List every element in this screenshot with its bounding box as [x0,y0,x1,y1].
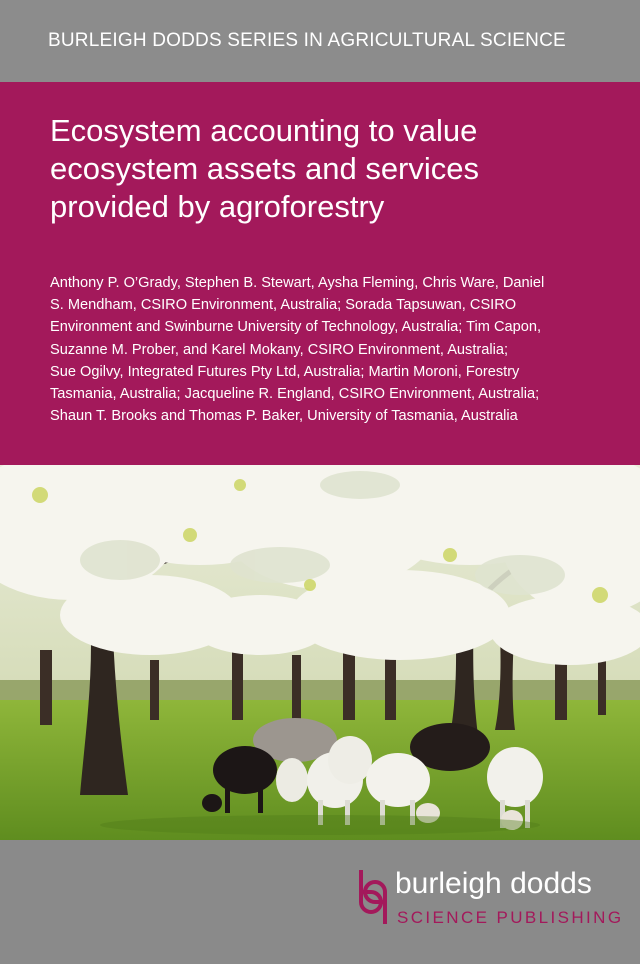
book-title-line: provided by agroforestry [50,189,385,224]
book-title-line: Ecosystem accounting to value [50,113,478,148]
author-line: Anthony P. O’Grady, Stephen B. Stewart, Aysha Fleming, Chris Ware, Daniel [50,275,545,291]
author-line: Tasmania, Australia; Jacqueline R. England, CSIRO Environment, Australia; [50,386,540,403]
author-list [50,272,630,427]
author-line: Shaun T. Brooks and Thomas P. Baker, University of Tasmania, Australia [50,408,518,425]
author-line: Environment and Swinburne University of Technology, Australia; Tim Capon, [50,319,542,336]
series-bar [0,0,640,82]
author-line: S. Mendham, CSIRO Environment, Australia; Sorada Tapsuwan, CSIRO [50,297,517,314]
publisher-name: burleigh dodds [395,867,592,900]
book-title-line: ecosystem assets and services [50,151,480,186]
series-title: BURLEIGH DODDS SERIES IN AGRICULTURAL SCIENCE [48,30,566,51]
publisher-subtitle: SCIENCE PUBLISHING [397,908,624,927]
bd-monogram-icon [357,868,389,926]
publisher-footer [0,840,640,964]
orchard-illustration [0,465,640,840]
author-line: Sue Ogilvy, Integrated Futures Pty Ltd, Australia; Martin Moroni, Forestry [50,363,520,380]
cover-photo-orchard-sheep [0,465,640,840]
author-line: Suzanne M. Prober, and Karel Mokany, CSIRO Environment, Australia; [50,341,509,358]
book-title [50,112,610,226]
